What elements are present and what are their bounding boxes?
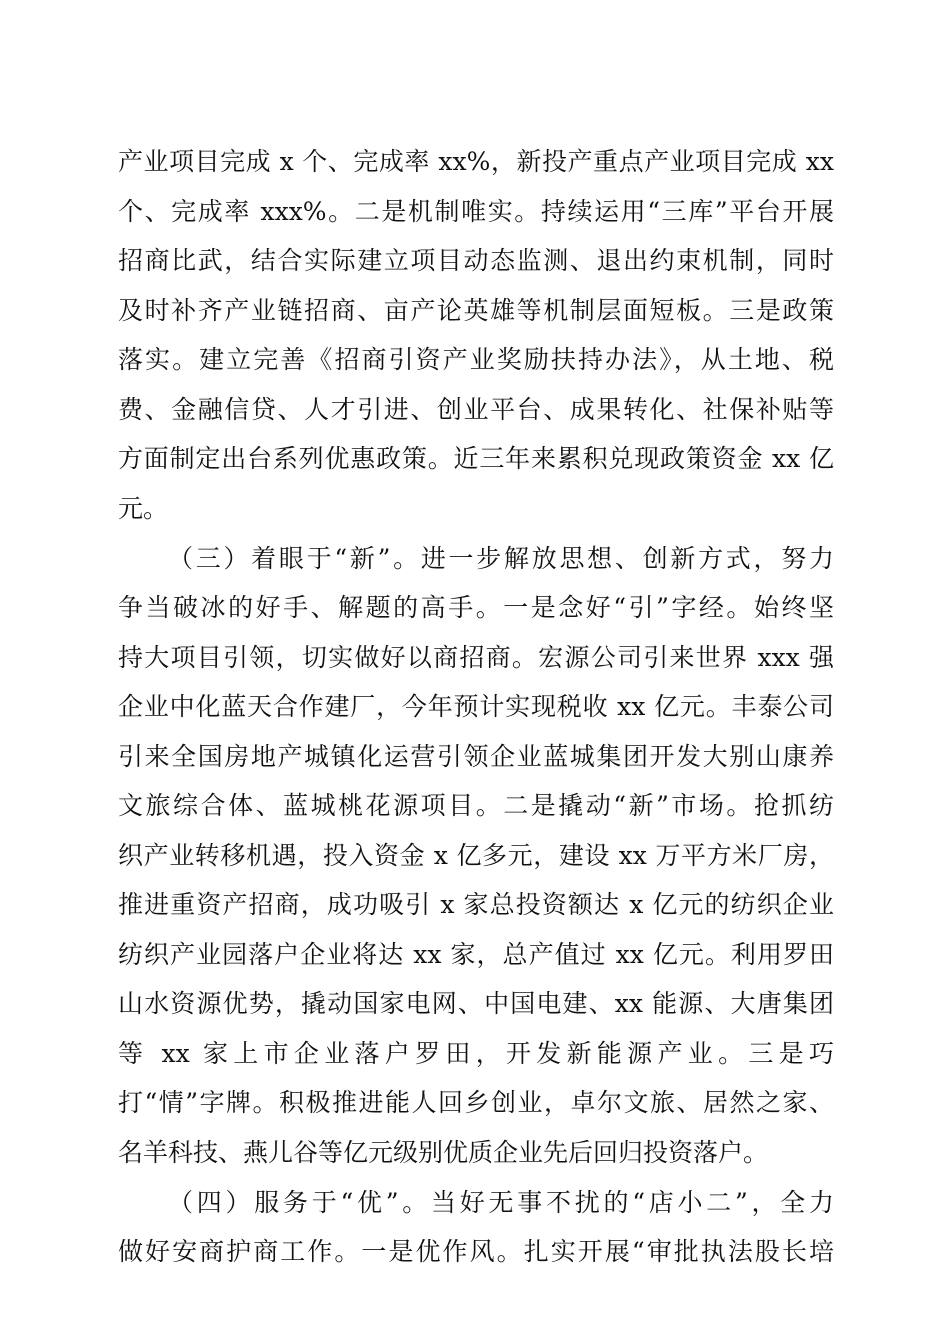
text-line: 纺织产业园落户企业将达 xx 家，总产值过 xx 亿元。利用罗田 [118,940,834,969]
section-heading-line: （三）着眼于“新”。进一步解放思想、创新方式，努力 [168,544,834,573]
text-line: 个、完成率 xxx%。二是机制唯实。持续运用“三库”平台开展 [118,197,834,226]
text-line: 织产业转移机遇，投入资金 x 亿多元，建设 xx 万平方米厂房， [118,841,834,870]
text-line: 落实。建立完善《招商引资产业奖励扶持办法》，从土地、税 [118,345,834,374]
text-line: 招商比武，结合实际建立项目动态监测、退出约束机制，同时 [118,246,834,275]
text-line: 产业项目完成 x 个、完成率 xx%，新投产重点产业项目完成 xx [118,147,834,176]
text-line: 引来全国房地产城镇化运营引领企业蓝城集团开发大别山康养 [118,742,834,771]
text-line: 做好安商护商工作。一是优作风。扎实开展“审批执法股长培 [118,1237,834,1266]
text-line: 等 xx 家上市企业落户罗田，开发新能源产业。三是巧 [118,1039,834,1068]
text-line: 企业中化蓝天合作建厂，今年预计实现税收 xx 亿元。丰泰公司 [118,692,834,721]
text-line: 名羊科技、燕儿谷等亿元级别优质企业先后回归投资落户。 [118,1138,769,1167]
text-line: 持大项目引领，切实做好以商招商。宏源公司引来世界 xxx 强 [118,643,834,672]
text-line: 推进重资产招商，成功吸引 x 家总投资额达 x 亿元的纺织企业 [118,890,834,919]
text-line: 争当破冰的好手、解题的高手。一是念好“引”字经。始终坚 [118,593,834,622]
section-heading-line: （四）服务于“优”。当好无事不扰的“店小二”，全力 [168,1188,834,1217]
text-line: 山水资源优势，撬动国家电网、中国电建、xx 能源、大唐集团 [118,989,834,1018]
text-line: 文旅综合体、蓝城桃花源项目。二是撬动“新”市场。抢抓纺 [118,791,834,820]
text-line: 费、金融信贷、人才引进、创业平台、成果转化、社保补贴等 [118,395,834,424]
text-line: 方面制定出台系列优惠政策。近三年来累积兑现政策资金 xx 亿 [118,444,834,473]
text-line: 及时补齐产业链招商、亩产论英雄等机制层面短板。三是政策 [118,296,834,325]
text-line: 打“情”字牌。积极推进能人回乡创业，卓尔文旅、居然之家、 [118,1088,834,1117]
text-line: 元。 [118,494,169,523]
